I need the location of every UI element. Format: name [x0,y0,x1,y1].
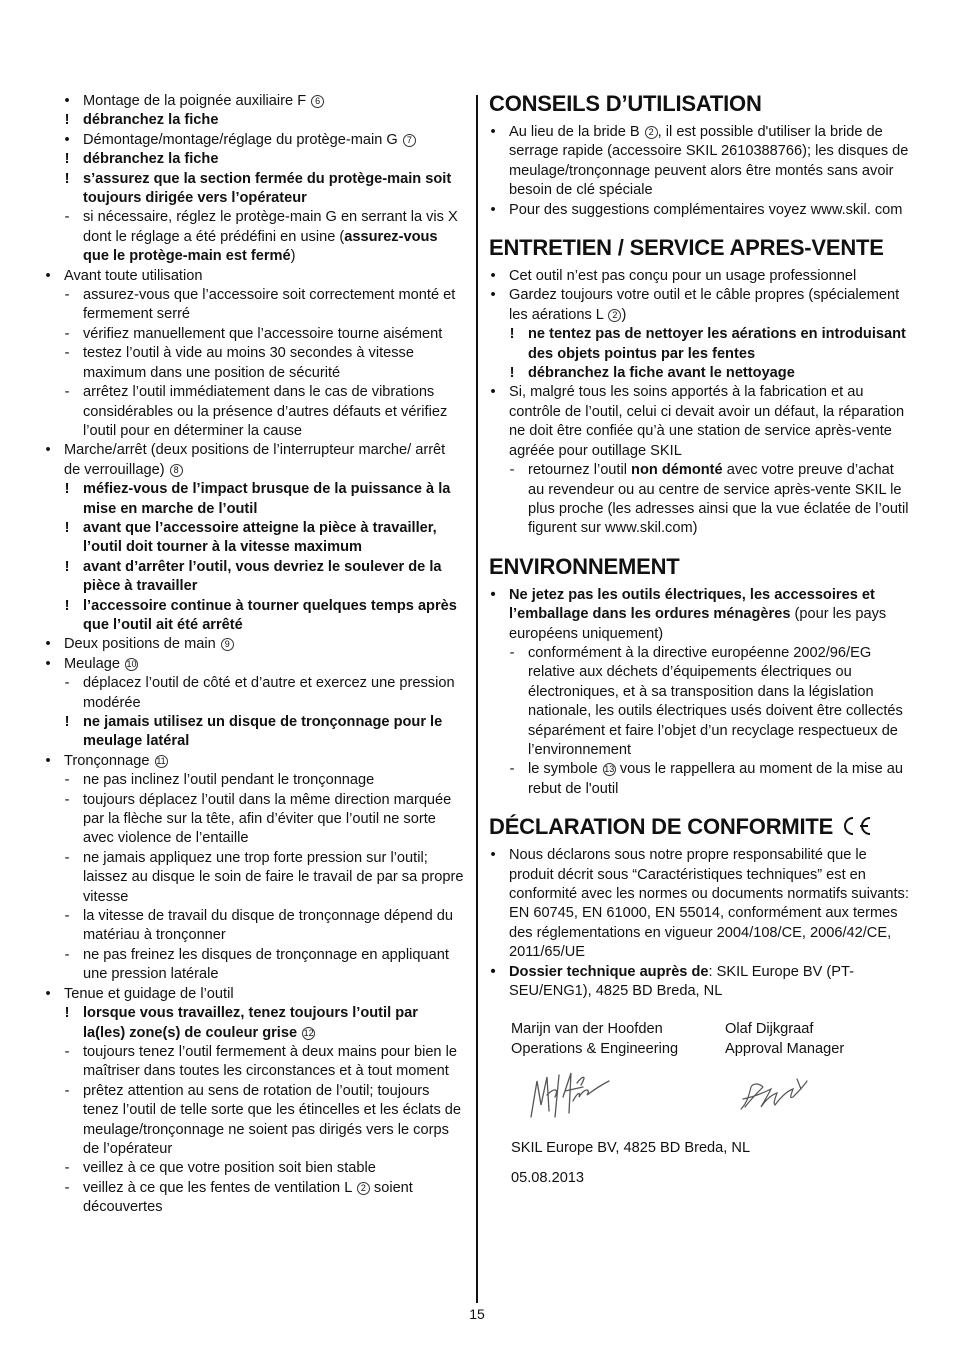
figure-ref-number: 2 [357,1182,370,1195]
item-marker: - [64,1043,70,1060]
signatory-1 [511,1020,725,1059]
item-text: non démonté [631,462,723,479]
dash-item [44,674,464,713]
item-text: le symbole [528,761,602,778]
dash-item [44,791,464,849]
bullet-item [44,635,464,654]
item-text: déplacez l’outil de côté et d’autre et exercez une pression modérée [83,675,455,711]
figure-ref-number: 6 [311,95,324,108]
item-text: prêtez attention au sens de rotation de l’outil; toujours tenez l’outil de telle sorte que les étincelles et les éclats de meulage/tronçonnage ne soient pas dirigés vers le corps de l’opérateur [83,1082,462,1157]
item-text: ne pas inclinez l’outil pendant le tronçonnage [83,772,375,789]
item-marker: ! [509,326,515,343]
item-text: Tenue et guidage de l’outil [64,985,234,1002]
item-marker: ! [64,597,70,614]
item-text: Tronçonnage [64,752,154,769]
company-line: SKIL Europe BV, 4825 BD Breda, NL [511,1140,751,1157]
item-marker: - [64,1179,70,1196]
bullet-item [489,383,911,461]
item-text: lorsque vous travaillez, tenez toujours l’outil par la(les) zone(s) de couleur grise [83,1005,418,1041]
item-text: Cet outil n’est pas conçu pour un usage professionnel [509,268,857,285]
signature-2-image [737,1073,813,1117]
signatory-1-name: Marijn van der Hoofden [511,1021,663,1038]
item-text: ) [621,306,627,323]
section-heading [489,554,911,580]
warning-item [44,480,464,519]
warning-item [44,1004,464,1043]
ce-mark-icon [839,816,873,836]
item-marker: - [64,384,70,401]
dash-item [44,344,464,383]
bullet-item [44,441,464,480]
section-title: ENVIRONNEMENT [489,553,680,579]
bullet-item [44,655,464,674]
bullet-item [489,123,911,201]
item-marker: • [490,847,496,864]
warning-item [489,364,911,383]
item-text: veillez à ce que votre position soit bien stable [83,1160,376,1177]
item-text: l’accessoire continue à tourner quelques temps après que l’outil ait été arrêté [83,597,457,633]
dash-item [44,208,464,266]
dash-item [44,1082,464,1160]
item-marker: • [45,442,51,459]
figure-ref-number: 2 [645,126,658,139]
bullet-item [489,586,911,644]
bullet-item [489,963,911,1002]
item-marker: ! [64,151,70,168]
dash-item [489,760,911,799]
item-text: testez l’outil à vide au moins 30 secondes à vitesse maximum dans une position de sécurité [83,345,414,381]
signature-1-image [525,1067,615,1125]
item-marker: - [64,325,70,342]
item-text: assurez-vous que le protège-main est fermé [83,228,438,265]
item-text: Au lieu de la bride B [509,124,644,140]
dash-item [44,383,464,441]
item-marker: - [64,791,70,808]
item-marker: - [509,644,515,661]
item-text: Gardez toujours votre outil et le câble propres (spécialement les aérations L [509,287,900,323]
item-text: retournez l’outil [528,462,632,479]
item-marker: ! [64,170,70,187]
item-text: Montage de la poignée auxiliaire F [83,93,311,109]
item-text: (pour les pays européens uniquement) [509,606,887,642]
right-column [489,92,911,1188]
item-text: soient découvertes [83,1179,413,1216]
item-marker: - [509,761,515,778]
warning-item [44,597,464,636]
item-marker: - [64,287,70,304]
figure-ref-number: 2 [608,309,621,322]
bullet-item [489,201,911,220]
column-divider [476,95,478,1303]
figure-ref-number: 10 [126,658,137,669]
item-marker: • [45,267,51,284]
item-text: si nécessaire, réglez le protège-main G en serrant la vis X dont le réglage a été prédéfini en usine ( [83,209,458,245]
item-marker: ! [64,558,70,575]
bullet-item [489,286,911,325]
figure-ref-number: 12 [303,1027,314,1038]
dash-item [44,907,464,946]
warning-item [44,170,464,209]
warning-item [44,713,464,752]
item-marker: ! [64,714,70,730]
bullet-item [489,267,911,286]
figure-ref-number: 7 [403,134,416,147]
warning-item [44,558,464,597]
item-marker: ! [64,519,70,536]
signatories [511,1020,911,1059]
figure-ref-number: 8 [170,464,183,477]
dash-item [44,1179,464,1218]
section-heading [489,814,911,840]
item-marker: - [64,345,70,362]
item-marker: • [490,124,496,140]
dash-item [44,325,464,344]
item-marker: - [509,462,515,479]
warning-item [44,150,464,169]
item-marker: • [490,287,496,304]
item-marker: • [490,586,496,603]
item-marker: • [490,201,496,218]
warning-item [489,325,911,364]
item-marker: - [64,209,70,226]
item-marker: - [64,1082,70,1099]
item-marker: ! [64,112,70,129]
item-marker: ! [509,365,515,382]
dash-item [44,771,464,790]
item-marker: • [45,636,51,653]
signatory-1-title: Operations & Engineering [511,1040,679,1057]
page-number: 15 [469,1306,485,1322]
date: 05.08.2013 [511,1169,585,1186]
item-text: Dossier technique auprès de [509,963,709,980]
dash-item [44,1043,464,1082]
dash-item [44,946,464,985]
item-marker: • [45,655,51,672]
item-text: Avant toute utilisation [64,267,203,284]
dash-item [44,849,464,907]
item-text: Si, malgré tous les soins apportés à la fabrication et au contrôle de l’outil, celui ci devait avoir un défaut, la réparation ne doit être confiée qu’à une station de service après-vente agréée pour outillage SKIL [509,384,905,459]
item-text: veillez à ce que les fentes de ventilation L [83,1179,356,1196]
item-marker: - [64,946,70,963]
item-marker: • [64,93,70,109]
item-marker: ! [64,1005,70,1022]
item-text: débranchez la fiche [83,112,219,129]
dash-item [44,286,464,325]
item-text: Nous déclarons sous notre propre responsabilité que le produit décrit sous “Caractéristiques techniques” est en conformité avec les normes ou documents normatifs suivants: EN 60745, EN 61000, EN 55014, conformément aux termes des réglementations en vigueur 2004/108/CE, 2006/42/CE, 2011/65/UE [509,847,909,961]
signatory-2-title: Approval Manager [725,1040,845,1057]
dash-item [489,644,911,760]
bullet-item [44,267,464,286]
item-marker: ! [64,481,70,498]
item-text: Ne jetez pas les outils électriques, les accessoires et l’emballage dans les ordures ménagères [509,586,875,623]
item-marker: • [64,131,70,148]
dash-item [44,1159,464,1178]
item-text: , il est possible d'utiliser la bride de serrage rapide (accessoire SKIL 2610388766); les disques de meulage/tronçonnage peuvent alors être montés sans avoir besoin de clé spéciale [509,124,909,199]
item-text: toujours déplacez l’outil dans la même direction marquée par la flèche sur la tête, afin d’éviter que l’outil ne sorte avec violence de l’entaille [83,791,452,847]
bullet-item [44,92,464,111]
item-text: vous le rappellera au moment de la mise au rebut de l'outil [528,761,903,797]
bullet-item [44,131,464,150]
figure-ref-number: 13 [604,764,615,775]
item-text: débranchez la fiche avant le nettoyage [528,365,795,382]
item-text: méfiez-vous de l’impact brusque de la puissance à la mise en marche de l’outil [83,481,451,517]
item-text: Démontage/montage/réglage du protège-main G [83,131,402,148]
item-text: toujours tenez l’outil fermement à deux mains pour bien le maîtriser dans toutes les circonstances et à tout moment [83,1043,457,1080]
bullet-item [44,752,464,771]
item-marker: • [490,963,496,980]
item-marker: - [64,908,70,925]
item-text: avec votre preuve d’achat au revendeur ou au centre de service après-vente SKIL le plus proche (les adresses ainsi que la vue éclatée de l’outil figurent sur www.skil.com) [528,462,909,537]
item-text: s’assurez que la section fermée du protège-main soit toujours dirigée vers l’opérateur [83,170,452,207]
signatory-2 [725,1020,844,1059]
item-text: : SKIL Europe BV (PT-SEU/ENG1), 4825 BD Breda, NL [509,963,854,1000]
item-text: assurez-vous que l’accessoire soit correctement monté et fermement serré [83,287,456,323]
section-title: CONSEILS D’UTILISATION [489,91,762,116]
item-text: avant que l’accessoire atteigne la pièce à travailler, l’outil doit tourner à la vitesse maximum [83,519,437,556]
bullet-item [44,985,464,1004]
item-text: la vitesse de travail du disque de tronçonnage dépend du matériau à tronçonner [83,908,453,944]
section-heading [489,235,911,261]
item-marker: • [490,268,496,285]
item-text: Marche/arrêt (deux positions de l’interrupteur marche/ arrêt de verrouillage) [64,442,446,478]
item-marker: - [64,849,70,866]
left-column [44,92,464,1218]
figure-ref-number: 9 [221,638,234,651]
bullet-item [489,846,911,962]
item-text: ne jamais utilisez un disque de tronçonnage pour le meulage latéral [83,714,443,750]
item-text: Deux positions de main [64,636,220,653]
section-title: DÉCLARATION DE CONFORMITE [489,814,834,840]
sections-container [489,91,911,1001]
item-marker: - [64,1160,70,1177]
dash-item [489,461,911,539]
item-text: ne pas freinez les disques de tronçonnage en appliquant une pression latérale [83,946,449,983]
item-marker: - [64,675,70,692]
item-text: arrêtez l’outil immédiatement dans le cas de vibrations considérables ou la présence d’autres défauts et vérifiez l’outil pour en déterminer la cause [83,384,448,439]
item-text: avant d’arrêter l’outil, vous devriez le soulever de la pièce à travailler [83,558,442,595]
signatory-2-name: Olaf Dijkgraaf [725,1021,814,1038]
figure-ref-number: 11 [156,755,166,766]
item-text: vérifiez manuellement que l’accessoire tourne aisément [83,325,443,342]
item-text: Pour des suggestions complémentaires voyez www.skil. com [509,201,903,218]
item-text: conformément à la directive européenne 2002/96/EG relative aux déchets d’équipements électriques ou électroniques, et à sa transposition dans la législation nationale, les outils électriques usés doivent être collectés séparément et faire l’objet d’un recyclage respectueux de l’environnement [528,644,903,758]
warning-item [44,111,464,130]
item-marker: • [45,752,51,769]
warning-item [44,519,464,558]
item-marker: • [45,985,51,1002]
section-title: ENTRETIEN / SERVICE APRES-VENTE [489,235,884,261]
item-text: Meulage [64,655,125,672]
section-heading [489,91,911,117]
item-marker: • [490,384,496,401]
item-text: ) [290,248,296,265]
item-text: ne tentez pas de nettoyer les aérations en introduisant des objets pointus par les fentes [528,326,906,362]
item-text: ne jamais appliquez une trop forte pression sur l’outil; laissez au disque le soin de faire le travail de par sa propre vitesse [83,849,464,905]
signatures-area [489,1059,911,1139]
item-marker: - [64,772,70,789]
item-text: débranchez la fiche [83,151,219,168]
